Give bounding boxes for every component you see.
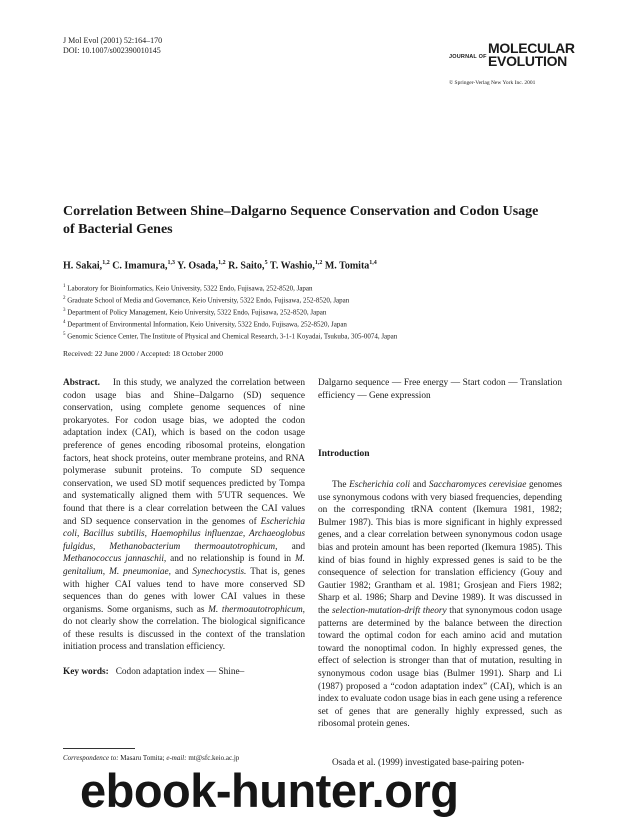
affiliation xyxy=(63,330,397,342)
journal-logo xyxy=(449,40,575,70)
affiliation-text: Genomic Science Center, The Institute of Physical and Chemical Research, 3-1-1 Koyadai, Tsukuba, 305-0074, Japan xyxy=(67,332,398,341)
author: R. Saito, xyxy=(228,260,265,272)
introduction-paragraph-2: Osada et al. (1999) investigated base-pairing poten- xyxy=(332,758,525,768)
affiliation-number: 4 xyxy=(63,319,66,325)
abstract-text: do not clearly show the correlation. The biological significance of these results is discussed in the context of the translation initiation process and translation efficiency. xyxy=(63,617,305,653)
correspondence-name: Masaru Tomita; xyxy=(120,754,165,762)
abstract-label: Abstract. xyxy=(63,378,100,388)
intro-text: genomes use synonymous codons with very biased frequencies, depending on the corresponding tRNA content (Ikemura 1981, 1982; Bulmer 1987). This bias is more significant in highly expressed genes, and a clear correlation between synonymous codon usage bias and protein amount has been reported (Ikemura 1985). This kind of bias found in highly expressed genes is said to be the consequence of selection for translation efficiency (Gouy and Gautier 1982; Grantham et al. 1981; Grosjean and Fiers 1982; Sharp et al. 1986; Sharp and Devine 1989). It was discussed in the xyxy=(318,480,563,616)
species-name: M. thermoautotrophicum, xyxy=(208,604,305,615)
affiliation xyxy=(63,282,397,294)
affiliation xyxy=(63,306,397,318)
intro-text: that synonymous codon usage patterns are determined by the balance between the direction toward the optimal codon for each amino acid and mutation toward the nonoptimal codon. In highly expressed genes, the effect of selection is stronger than that of mutation, resulting in synonymous codon usage bias (Bulmer 1991). Sharp and Li (1987) proposed a “codon adaptation index” (CAI), which is an index to evaluate codon usage bias in each gene using a reference set of genes that are generally highly expressed, such as ribosomal protein genes. xyxy=(318,605,562,730)
theory-name: selection-mutation-drift theory xyxy=(331,605,447,616)
abstract-column xyxy=(63,377,305,679)
affiliation xyxy=(63,294,397,306)
affiliation-number: 5 xyxy=(63,331,66,337)
affiliation-text: Department of Policy Management, Keio University, 5322 Endo, Fujisawa, 252-8520, Japan xyxy=(67,308,327,317)
doi: DOI: 10.1007/s002390010145 xyxy=(63,46,161,55)
author-affil: 1,4 xyxy=(369,260,377,266)
affiliation-number: 3 xyxy=(63,307,66,313)
author-list xyxy=(63,260,377,271)
abstract-text: In this study, we analyzed the correlation between codon usage bias and Shine–Dalgarno (SD) sequence conservation, using complete genome sequences of nine prokaryotes. For codon usage bias, we adopted the codon adaptation index (CAI), which is based on the codon usage preference of genes encoding ribosomal proteins, elongation factors, heat shock proteins, outer membrane proteins, and RNA polymerase subunit proteins. To compute SD sequence conservation, we used SD motif sequences predicted by Tompa and systematically aligned them with 5′UTR sequences. We found that there is a clear correlation between the CAI values and SD sequence conservation in the genomes of xyxy=(63,378,305,527)
intro-text: The xyxy=(332,480,347,490)
journal-logo-molecular: MOLECULAR xyxy=(488,40,575,56)
species-name: M. genitalium, M. pneumoniae, xyxy=(63,554,306,577)
affiliation-number: 2 xyxy=(63,295,66,301)
correspondence xyxy=(63,754,239,762)
keywords-text: Codon adaptation index — Shine– xyxy=(115,667,245,678)
author: Y. Osada, xyxy=(177,260,219,272)
keywords-continued: Dalgarno sequence — Free energy — Start codon — Translation efficiency — Gene expression xyxy=(318,378,562,401)
abstract-text: That is, genes with higher CAI values tend to have more conserved SD sequences than do genes with lower CAI values in these organisms. Some organisms, such as xyxy=(63,566,305,615)
affiliation-text: Laboratory for Bioinformatics, Keio University, 5322 Endo, Fujisawa, 252-8520, Japan xyxy=(67,284,313,293)
author-affil: 1,2 xyxy=(314,260,323,266)
footnote-divider xyxy=(63,748,135,749)
watermark: ebook-hunter.org xyxy=(80,764,459,817)
species-list: Escherichia coli, Bacillus subtilis, Haemophilus influenzae, Archaeoglobus fulgidus, Methanobacterium thermoautotrophicum, xyxy=(63,516,305,552)
email-address[interactable]: mt@sfc.keio.ac.jp xyxy=(188,754,240,762)
email-label: e-mail: xyxy=(166,754,187,762)
affiliation-text: Graduate School of Media and Governance, Keio University, 5322 Endo, Fujisawa, 252-8520, Japan xyxy=(67,296,350,305)
keywords-label: Key words: xyxy=(63,667,109,678)
author: C. Imamura, xyxy=(112,260,168,272)
author-affil: 5 xyxy=(264,260,268,266)
author-affil: 1,2 xyxy=(218,260,226,266)
intro-text: and xyxy=(412,480,427,490)
section-heading-introduction: Introduction xyxy=(318,449,370,459)
copyright: © Springer-Verlag New York Inc. 2001 xyxy=(449,80,536,86)
keywords xyxy=(63,666,305,679)
species-name: Escherichia coli xyxy=(349,480,411,490)
journal-logo-evolution: EVOLUTION xyxy=(488,53,567,69)
author: M. Tomita xyxy=(324,260,370,272)
citation: J Mol Evol (2001) 52:164–170 xyxy=(63,36,163,45)
species-name: Synechocystis. xyxy=(192,566,247,577)
author-affil: 1,2 xyxy=(102,260,110,266)
journal-logo-small: JOURNAL OF xyxy=(449,54,487,60)
correspondence-label: Correspondence to: xyxy=(63,754,119,762)
introduction-paragraph xyxy=(318,479,562,731)
species-name: Saccharomyces cerevisiae xyxy=(428,480,527,490)
citation-header xyxy=(63,36,162,56)
paper-title: Correlation Between Shine–Dalgarno Sequence Conservation and Codon Usage of Bacterial Genes xyxy=(63,204,539,237)
author: H. Sakai, xyxy=(63,260,103,272)
abstract xyxy=(63,377,305,654)
author-affil: 1,3 xyxy=(167,260,175,266)
affiliation xyxy=(63,318,397,330)
abstract-text: and xyxy=(174,566,189,577)
author: T. Washio, xyxy=(269,260,315,272)
received-date: Received: 22 June 2000 / Accepted: 18 October 2000 xyxy=(63,349,223,358)
abstract-text: and no relationship is found in xyxy=(170,554,292,565)
affiliations xyxy=(63,282,397,342)
abstract-text: and xyxy=(291,541,305,552)
species-name: Methanococcus jannaschii, xyxy=(63,554,167,565)
affiliation-text: Department of Environmental Information, Keio University, 5322 Endo, Fujisawa, 252-8520, Japan xyxy=(67,320,347,329)
affiliation-number: 1 xyxy=(63,284,66,289)
